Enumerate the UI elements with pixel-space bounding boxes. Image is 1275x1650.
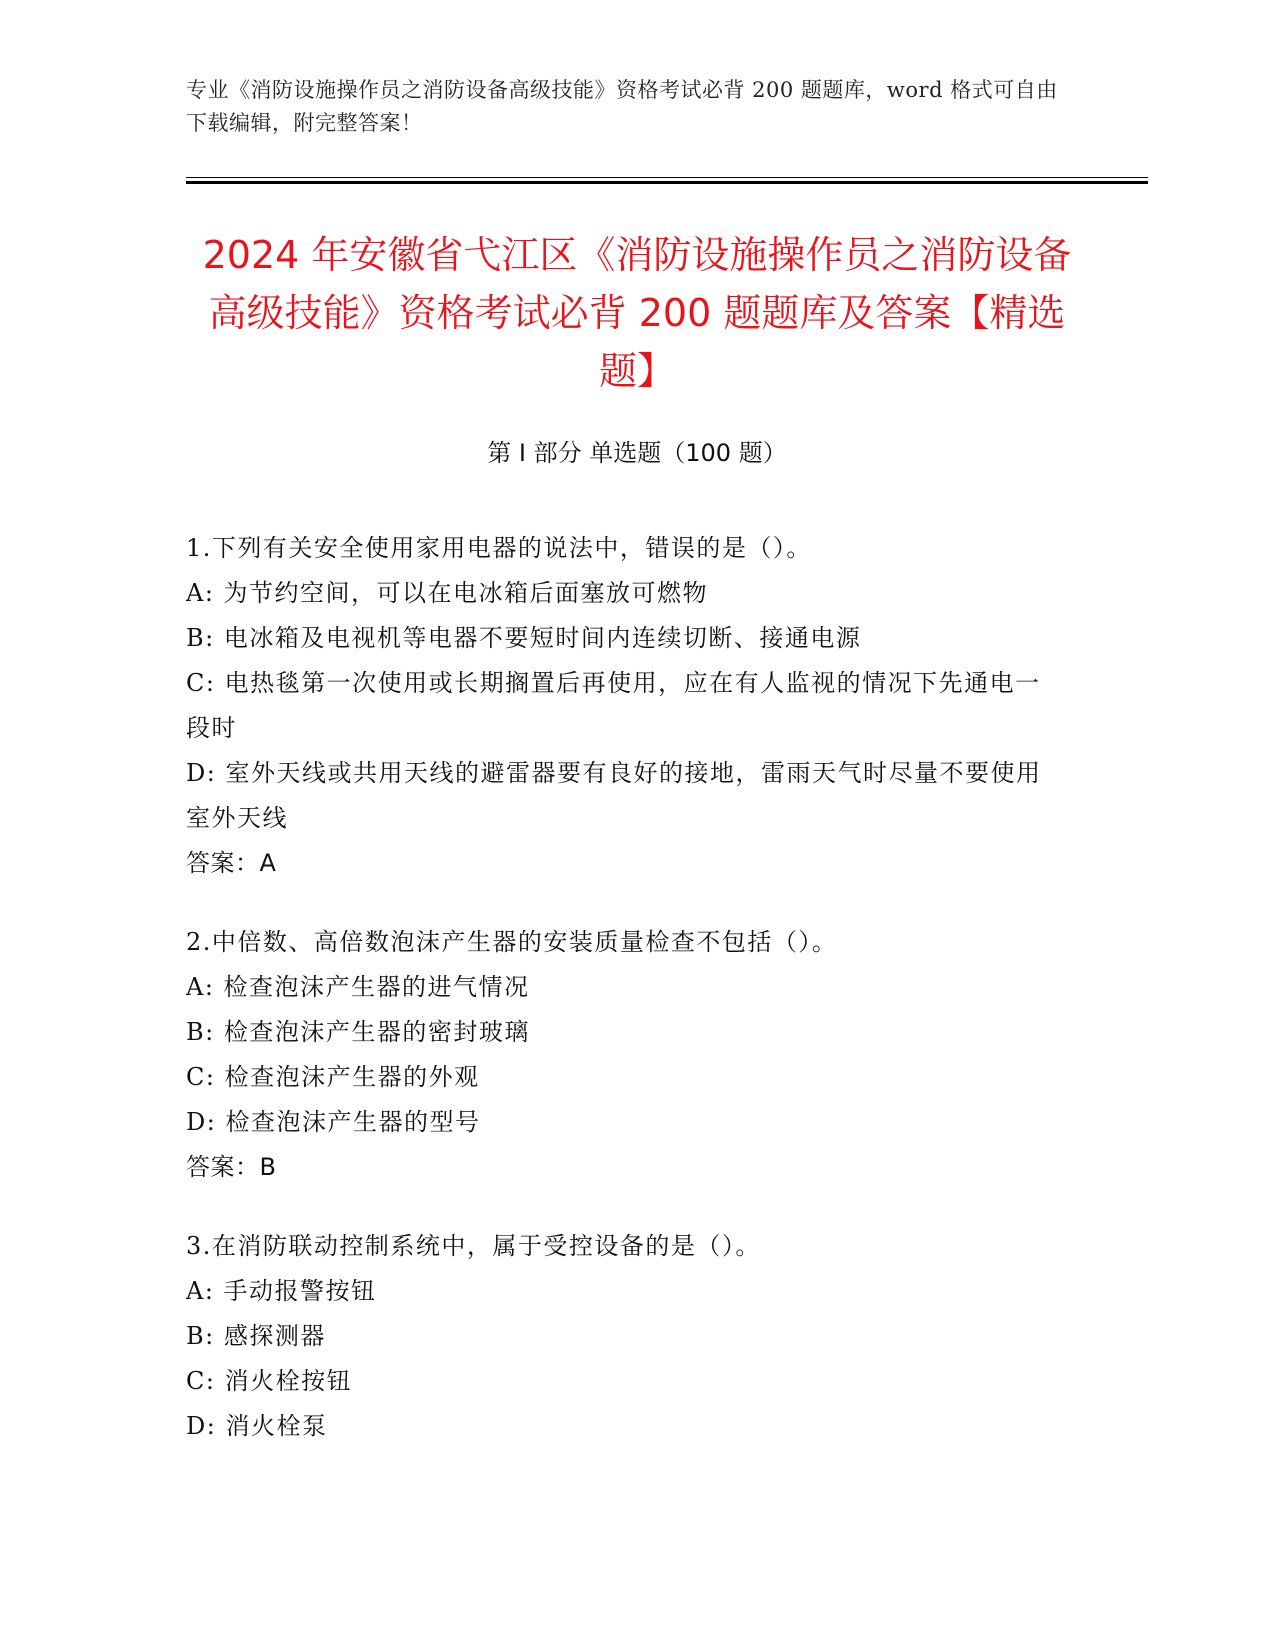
- question-list: [186, 526, 1066, 1483]
- option-d: D: 检查泡沫产生器的型号: [186, 1108, 481, 1136]
- option-a: A: 为节约空间，可以在电冰箱后面塞放可燃物: [186, 579, 709, 607]
- option-b: B: 感探测器: [186, 1322, 326, 1350]
- question-stem: 2.中倍数、高倍数泡沫产生器的安装质量检查不包括（）。: [186, 928, 838, 956]
- option-b: B: 电冰箱及电视机等电器不要短时间内连续切断、接通电源: [186, 624, 862, 652]
- question-stem: 1.下列有关安全使用家用电器的说法中，错误的是（）。: [186, 534, 812, 562]
- question-2: [186, 920, 1066, 1190]
- header-divider-thick: [186, 181, 1148, 184]
- option-a: A: 检查泡沫产生器的进气情况: [186, 973, 530, 1001]
- option-c: C: 电热毯第一次使用或长期搁置后再使用，应在有人监视的情况下先通电一段时: [186, 669, 1041, 742]
- question-3: [186, 1224, 1066, 1449]
- answer: 答案：A: [186, 849, 277, 877]
- question-1: [186, 526, 1066, 886]
- option-b: B: 检查泡沫产生器的密封玻璃: [186, 1018, 530, 1046]
- section-heading: 第 I 部分 单选题（100 题）: [487, 439, 787, 467]
- document-header-note: 专业《消防设施操作员之消防设备高级技能》资格考试必背 200 题题库，word 格式可自由下载编辑，附完整答案！: [186, 78, 1058, 135]
- header-divider-thin: [186, 177, 1148, 178]
- option-d: D: 室外天线或共用天线的避雷器要有良好的接地，雷雨天气时尽量不要使用室外天线: [186, 759, 1042, 832]
- document-title: 2024 年安徽省弋江区《消防设施操作员之消防设备高级技能》资格考试必背 200 题题库及答案【精选题】: [202, 233, 1072, 393]
- answer: 答案：B: [186, 1153, 277, 1181]
- option-c: C: 消火栓按钮: [186, 1367, 353, 1395]
- option-c: C: 检查泡沫产生器的外观: [186, 1063, 480, 1091]
- question-stem: 3.在消防联动控制系统中，属于受控设备的是（）。: [186, 1232, 761, 1260]
- option-d: D: 消火栓泵: [186, 1412, 328, 1440]
- option-a: A: 手动报警按钮: [186, 1277, 377, 1305]
